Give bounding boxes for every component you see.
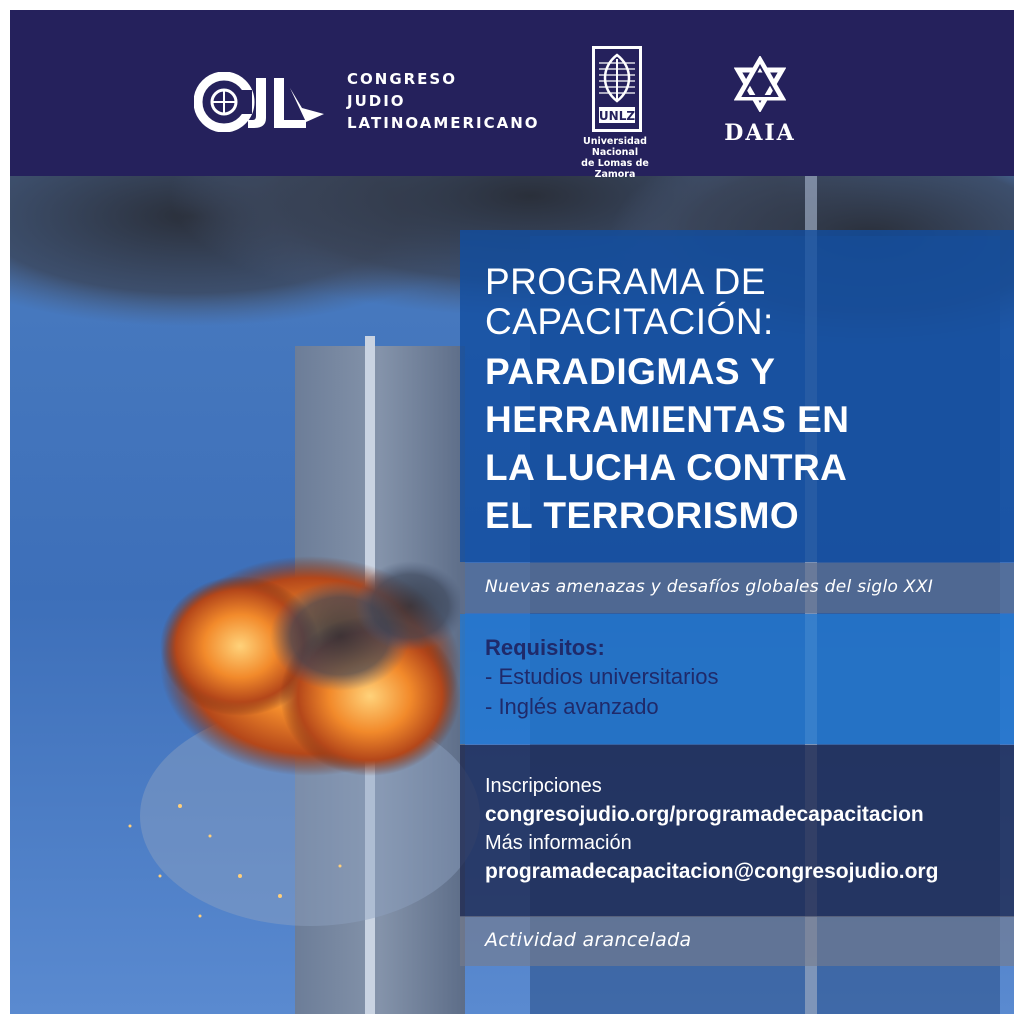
daia-logo xyxy=(710,56,810,156)
title-line-2: CAPACITACIÓN: xyxy=(485,301,774,342)
subtitle-text: Nuevas amenazas y desafíos globales del siglo XXI xyxy=(485,577,934,597)
info-panel xyxy=(460,745,1014,917)
requirement-item: - Inglés avanzado xyxy=(485,694,659,719)
unlz-line-1: Universidad Nacional xyxy=(583,136,647,158)
title-bold-line-4: EL TERRORISMO xyxy=(485,495,800,536)
fee-note: Actividad arancelada xyxy=(485,929,692,951)
requirements-heading: Requisitos: xyxy=(485,635,605,660)
unlz-name xyxy=(565,136,665,180)
unlz-logo xyxy=(565,46,665,180)
contact-email-link[interactable]: programadecapacitacion@congresojudio.org xyxy=(485,860,939,883)
cjl-logo xyxy=(194,72,334,132)
cjl-line-1: CONGRESO xyxy=(347,70,457,88)
unlz-leaf-icon xyxy=(592,46,642,132)
cjl-name xyxy=(347,68,540,134)
subtitle-panel xyxy=(460,563,1014,613)
cjl-line-2: JUDIO xyxy=(347,92,406,110)
cjl-line-3: LATINOAMERICANO xyxy=(347,114,540,132)
title-bold-line-1: PARADIGMAS Y xyxy=(485,351,776,392)
daia-wordmark: DAIA xyxy=(724,120,796,146)
poster xyxy=(10,10,1014,1014)
requirement-item: - Estudios universitarios xyxy=(485,664,719,689)
svg-text:UNLZ: UNLZ xyxy=(598,109,636,123)
registration-link[interactable]: congresojudio.org/programadecapacitacion xyxy=(485,803,924,826)
title-bold-line-2: HERRAMIENTAS EN xyxy=(485,399,850,440)
star-of-david-icon xyxy=(734,56,786,112)
header-bar xyxy=(10,10,1014,180)
requirements-panel xyxy=(460,614,1014,744)
title-panel xyxy=(460,230,1014,562)
more-info-label: Más información xyxy=(485,832,632,854)
title-bold-line-3: LA LUCHA CONTRA xyxy=(485,447,848,488)
fee-panel xyxy=(460,916,1014,966)
title-line-1: PROGRAMA DE xyxy=(485,261,766,302)
registration-label: Inscripciones xyxy=(485,775,602,797)
unlz-line-2: de Lomas de Zamora xyxy=(581,158,649,180)
